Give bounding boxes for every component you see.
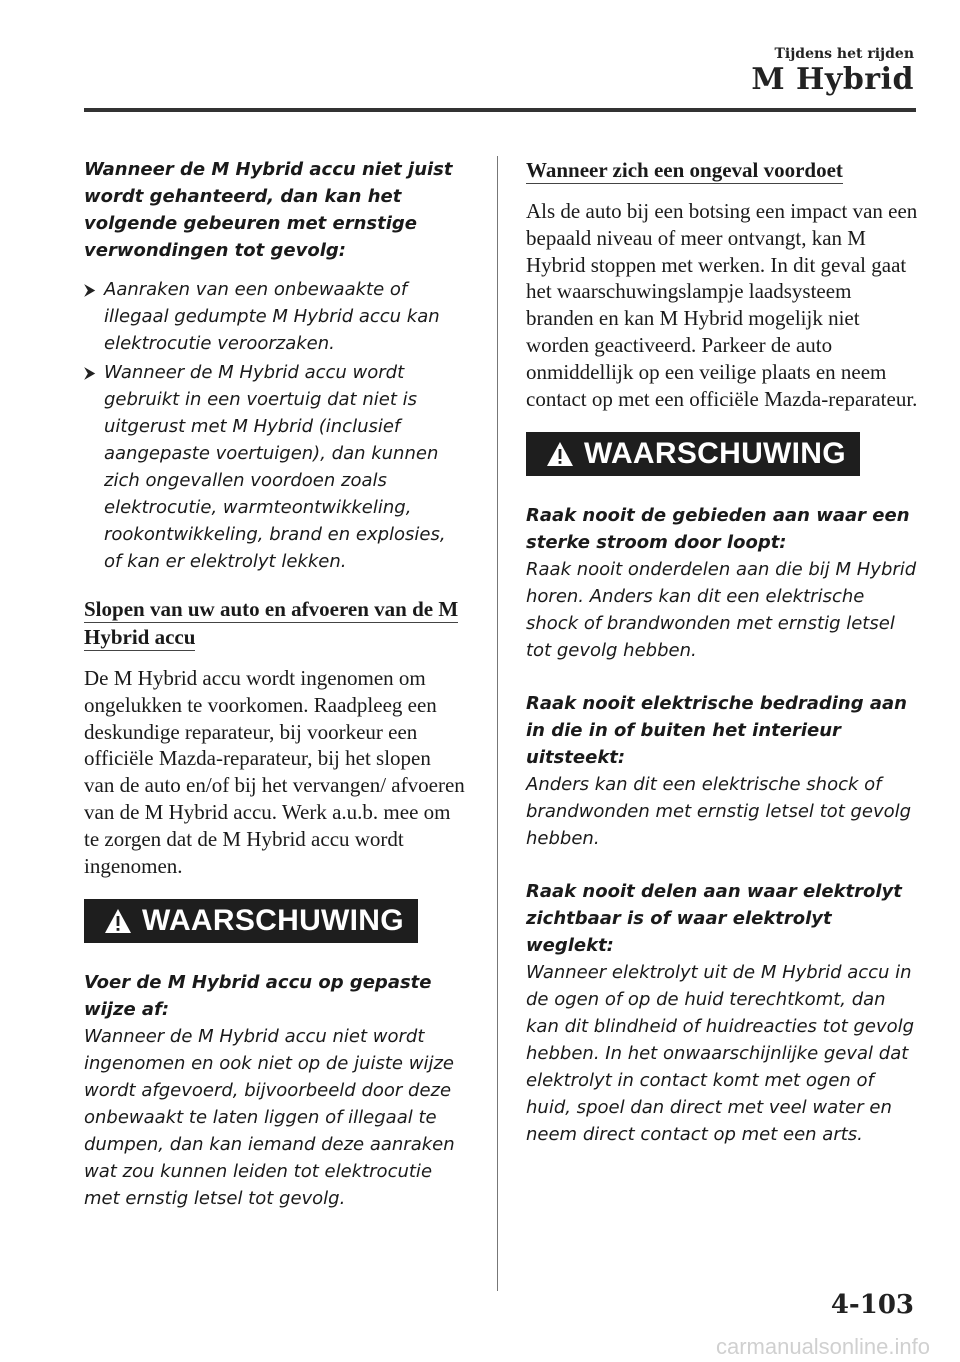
disposal-body-text: De M Hybrid accu wordt ingenomen om ongelukken te voorkomen. Raadpleeg een deskundige reparateur, bij voorkeur een officiële Mazda-reparateur, bij het slopen van de auto en/of bij het vervangen/ afvoeren van de M Hybrid accu. Werk a.u.b. mee om te zorgen dat de M Hybrid accu wordt ingenomen. bbox=[84, 666, 465, 878]
bullet-text: Aanraken van een onbewaakte of illegaal gedumpte M Hybrid accu kan elektrocutie veroorzaken. bbox=[104, 279, 440, 354]
arrowhead-bullet-icon: ⮞ bbox=[84, 280, 96, 299]
warning-title: Voer de M Hybrid accu op gepaste wijze af: bbox=[84, 972, 432, 1021]
section-label: Tijdens het rijden bbox=[774, 46, 914, 62]
warning-title: Raak nooit delen aan waar elektrolyt zichtbaar is of waar elektrolyt weglekt: bbox=[526, 881, 902, 957]
warning-label: WAARSCHUWING bbox=[584, 437, 846, 471]
warning-title: Raak nooit elektrische bedrading aan in die in of buiten het interieur uitsteekt: bbox=[526, 693, 907, 769]
list-item bbox=[84, 359, 466, 575]
warning-banner bbox=[526, 432, 860, 476]
section-heading-accident: Wanneer zich een ongeval voordoet bbox=[526, 158, 843, 182]
left-column bbox=[84, 156, 466, 1212]
watermark: carmanualsonline.info bbox=[715, 1334, 930, 1359]
hazard-bullet-list bbox=[84, 276, 466, 575]
list-item bbox=[84, 276, 466, 357]
section-heading-disposal: Slopen van uw auto en afvoeren van de M Hybrid accu bbox=[84, 597, 459, 649]
warning-triangle-icon bbox=[104, 908, 132, 934]
bullet-text: Wanneer de M Hybrid accu wordt gebruikt in een voertuig dat niet is uitgerust met M Hybrid (inclusief aangepaste voertuigen), dan kunnen zich ongevallen voordoen zoals elektrocutie, warmteontwikkeling, rookontwikkeling, brand en explosies, of kan er elektrolyt lekken. bbox=[104, 362, 446, 572]
arrowhead-bullet-icon: ⮞ bbox=[84, 363, 96, 382]
page-title: M Hybrid bbox=[751, 62, 914, 97]
warning-text: Wanneer de M Hybrid accu niet wordt ingenomen en ook niet op de juiste wijze wordt afgevoerd, bijvoorbeeld door deze onbewaakt te laten liggen of illegaal te dumpen, dan kan iemand deze aanraken wat zou kunnen leiden tot elektrocutie met ernstig letsel tot gevolg. bbox=[84, 1026, 455, 1210]
warning-title: Raak nooit de gebieden aan waar een sterke stroom door loopt: bbox=[526, 505, 910, 554]
warning-banner bbox=[84, 899, 418, 943]
warning-text: Raak nooit onderdelen aan die bij M Hybrid horen. Anders kan dit een elektrische shock of brandwonden met ernstig letsel tot gevolg hebben. bbox=[526, 559, 917, 662]
accident-body-text: Als de auto bij een botsing een impact van een bepaald niveau of meer ontvangt, kan M Hybrid stoppen met werken. In dit geval gaat het waarschuwingslampje laadsysteem branden en kan M Hybrid mogelijk niet worden geactiveerd. Parkeer de auto onmiddellijk op een veilige plaats en neem contact op met een officiële Mazda-reparateur. bbox=[526, 199, 918, 411]
intro-warning-text: Wanneer de M Hybrid accu niet juist wordt gehanteerd, dan kan het volgende gebeuren met ernstige verwondingen tot gevolg: bbox=[84, 159, 453, 261]
header-divider bbox=[84, 108, 916, 112]
warning-label: WAARSCHUWING bbox=[142, 904, 404, 938]
column-divider bbox=[497, 156, 498, 1291]
right-column bbox=[526, 156, 918, 1148]
warning-triangle-icon bbox=[546, 441, 574, 467]
page-number: 4-103 bbox=[830, 1290, 914, 1320]
warning-text: Wanneer elektrolyt uit de M Hybrid accu in de ogen of op de huid terechtkomt, dan kan dit blindheid of huidreacties tot gevolg hebben. In het onwaarschijnlijke geval dat elektrolyt in contact komt met ogen of huid, spoel dan direct met veel water en neem direct contact op met een arts. bbox=[526, 962, 915, 1146]
warning-text: Anders kan dit een elektrische shock of brandwonden met ernstig letsel tot gevolg hebben. bbox=[526, 774, 912, 850]
